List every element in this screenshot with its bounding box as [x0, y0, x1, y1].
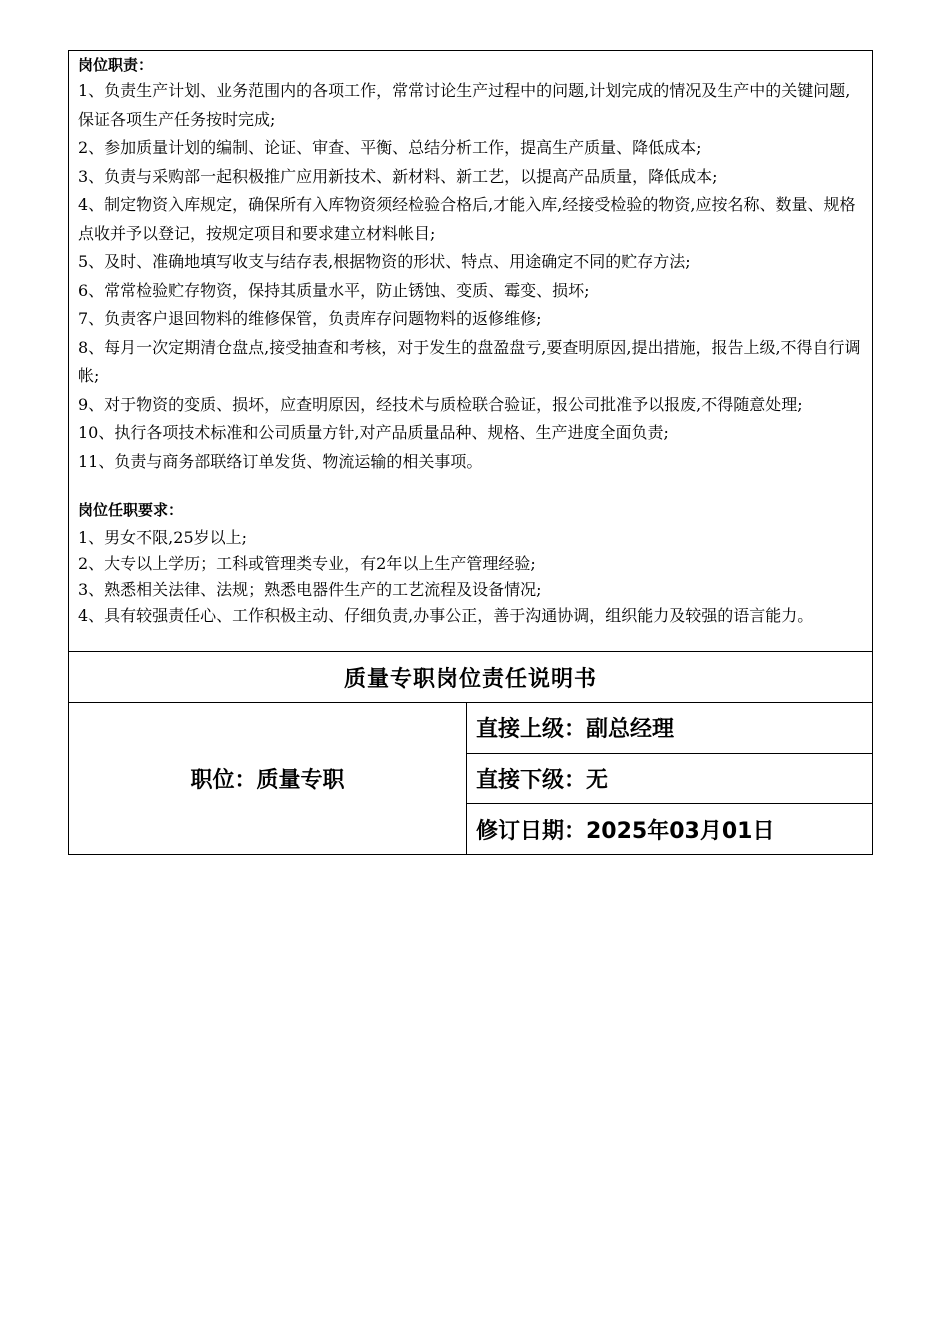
requirement-item: 1、男女不限,25岁以上; [78, 528, 248, 547]
duty-item: 5、及时、准确地填写收支与结存表,根据物资的形状、特点、用途确定不同的贮存方法; [78, 252, 691, 271]
duty-item: 2、参加质量计划的编制、论证、审查、平衡、总结分析工作，提高生产质量、降低成本; [78, 138, 702, 157]
duty-item: 6、常常检验贮存物资，保持其质量水平，防止锈蚀、变质、霉变、损坏; [78, 280, 590, 300]
revision-date: 修订日期：2025年03月01日 [476, 818, 775, 844]
direct-subordinate: 直接下级：无 [467, 754, 872, 805]
duty-item: 9、对于物资的变质、损坏，应查明原因，经技术与质检联合验证，报公司批准予以报废,不得随意处理; [78, 394, 803, 414]
position-cell: 职位：质量专职 [69, 703, 467, 854]
requirements-heading: 岗位任职要求： [78, 501, 184, 519]
requirements-list [78, 525, 863, 629]
duty-item: 7、负责客户退回物料的维修保管，负责库存问题物料的返修维修; [78, 309, 542, 328]
duty-item: 10、执行各项技术标准和公司质量方针,对产品质量品种、规格、生产进度全面负责; [78, 423, 669, 442]
duty-item: 3、负责与采购部一起积极推广应用新技术、新材料、新工艺，以提高产品质量，降低成本; [78, 166, 718, 186]
duty-item: 4、制定物资入库规定，确保所有入库物资须经检验合格后,才能入库,经接受检验的物资,应按名称、数量、规格点收并予以登记，按规定项目和要求建立材料帐目; [78, 195, 856, 243]
duties-section [69, 51, 872, 652]
document-title: 质量专职岗位责任说明书 [69, 652, 872, 703]
job-description-table [68, 50, 873, 855]
direct-superior: 直接上级：副总经理 [467, 703, 872, 754]
duty-item: 11、负责与商务部联络订单发货、物流运输的相关事项。 [78, 451, 483, 471]
requirement-item: 3、熟悉相关法律、法规；熟悉电器件生产的工艺流程及设备情况; [78, 580, 542, 599]
requirement-item: 4、具有较强责任心、工作积极主动、仔细负责,办事公正，善于沟通协调，组织能力及较强的语言能力。 [78, 606, 814, 625]
duties-heading: 岗位职责： [78, 56, 154, 74]
reporting-info [467, 703, 872, 854]
duty-item: 8、每月一次定期清仓盘点,接受抽查和考核，对于发生的盘盈盘亏,要查明原因,提出措施，报告上级,不得自行调帐; [78, 337, 861, 385]
requirement-item: 2、大专以上学历；工科或管理类专业，有2年以上生产管理经验; [78, 554, 536, 573]
duties-list [78, 77, 863, 476]
duty-item: 1、负责生产计划、业务范围内的各项工作，常常讨论生产过程中的问题,计划完成的情况及生产中的关键问题,保证各项生产任务按时完成; [78, 81, 851, 129]
position-info-row [69, 703, 872, 854]
